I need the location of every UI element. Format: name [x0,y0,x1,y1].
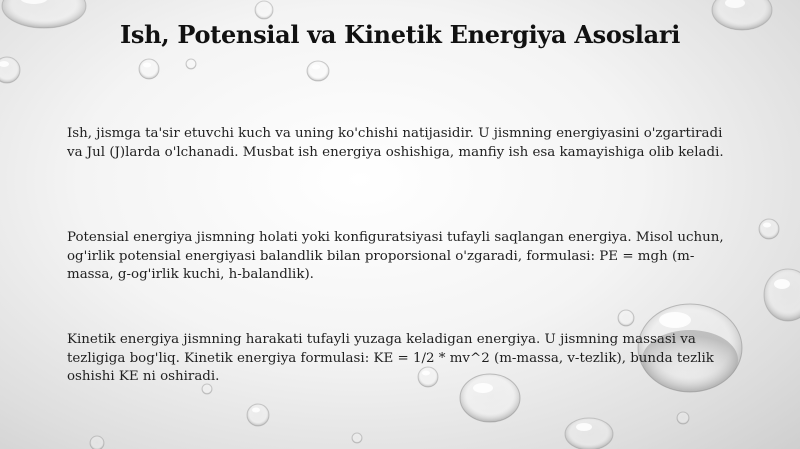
slide-title: Ish, Potensial va Kinetik Energiya Asoslari [119,20,681,49]
droplet [0,57,20,83]
droplet [618,310,634,326]
droplet [186,59,196,69]
droplet [759,219,779,239]
droplet [764,269,800,321]
paragraph-work: Ish, jismga ta'sir etuvchi kuch va uning ko'chishi natijasidir. U jismning energiyasini o'zgartiradi va Jul (J)larda o'lchanadi. Musbat ish energiya oshishiga, manfiy ish esa kamayishiga olib keladi. [67,126,724,160]
droplet [90,436,104,449]
droplet [255,1,273,19]
droplet [677,412,689,424]
droplet [139,59,159,79]
paragraph-potential-energy: Potensial energiya jismning holati yoki konfiguratsiyasi tufayli saqlangan energiya. Misol uchun, og'irlik potensial energiyasi balandlik bilan proporsional o'zgaradi, formulasi: PE = mgh (m-massa, g-og'irlik kuchi, h-balandlik). [67,230,724,282]
droplet [247,404,269,426]
droplet [565,418,613,449]
droplet [352,433,362,443]
droplet [307,61,329,81]
paragraph-kinetic-energy: Kinetik energiya jismning harakati tufayli yuzaga keladigan energiya. U jismning massasi va tezligiga bog'liq. Kinetik energiya formulasi: KE = 1/2 * mv^2 (m-massa, v-tezlik), bunda tezlik oshishi KE ni oshiradi. [67,332,714,384]
